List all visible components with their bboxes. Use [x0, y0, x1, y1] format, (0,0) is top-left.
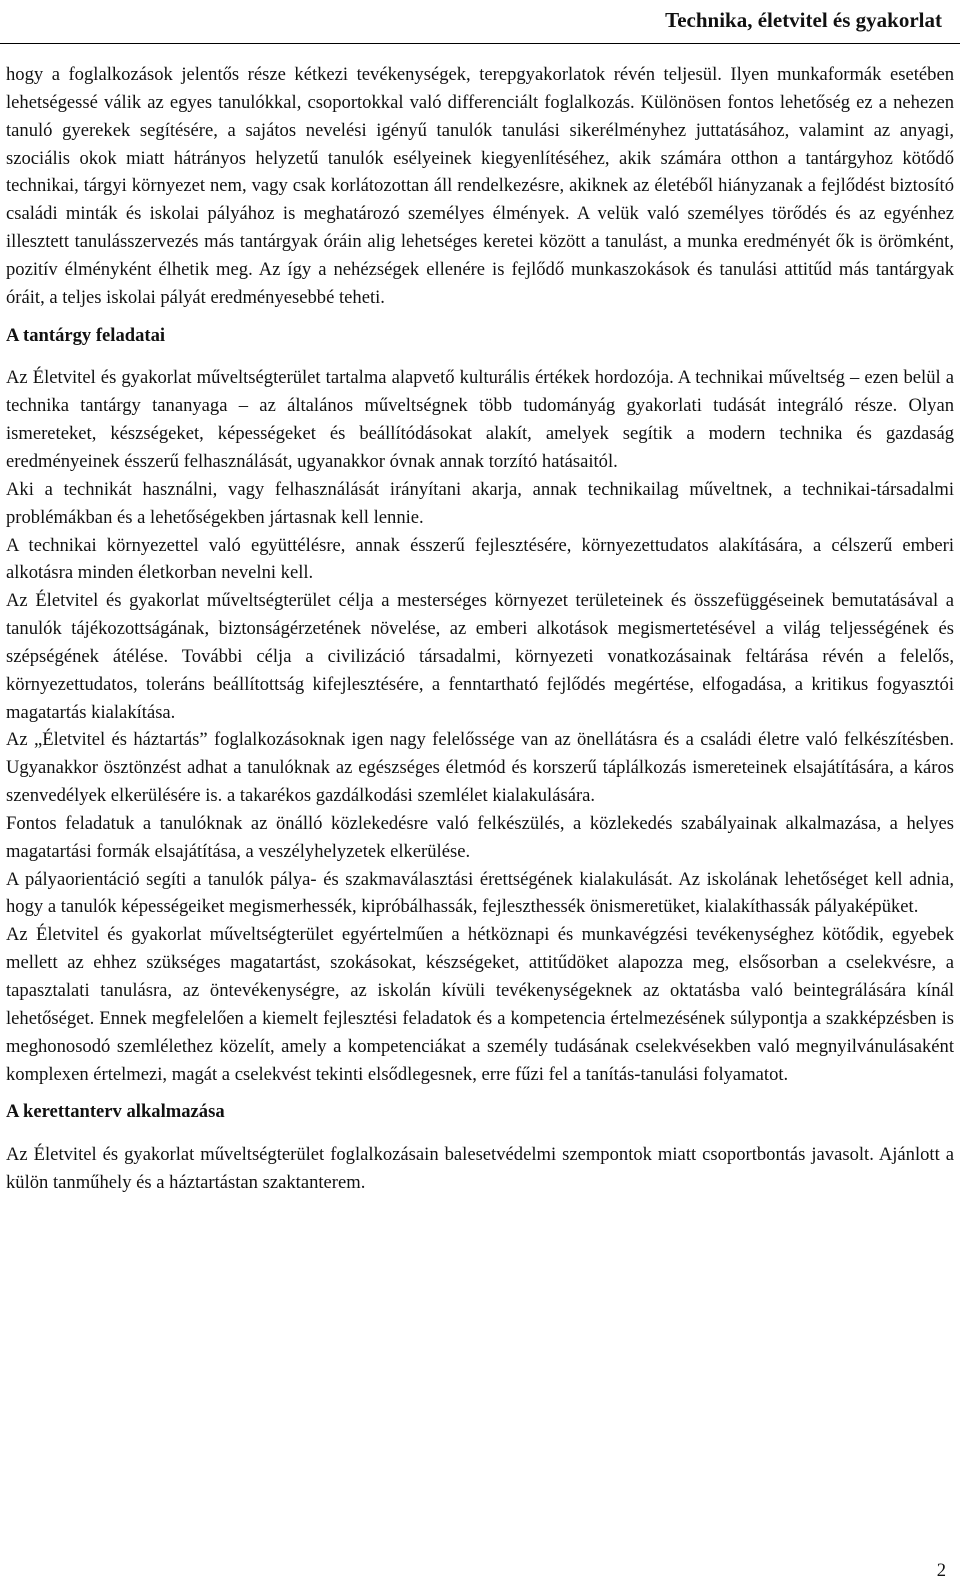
running-header-title: Technika, életvitel és gyakorlat [665, 8, 942, 32]
body-paragraph: Fontos feladatuk a tanulóknak az önálló közlekedésre való felkészülés, a közlekedés szabályainak alkalmazása, a helyes magatartási formák elsajátítása, a veszélyhelyzetek elkerülése. [6, 812, 954, 862]
body-paragraph: Az Életvitel és gyakorlat műveltségterület tartalma alapvető kulturális értékek hordozója. A technikai műveltség – ezen belül a technika tantárgy tananyaga – az általános műveltségnek több tudományág gyakorlati tudását integráló része. Olyan ismereteket, készségeket, képességeket és beállítódásokat alakít, amelyek segítik a modern technika és gazdaság eredményeinek ésszerű felhasználását, ugyanakkor óvnak annak torzító hatásaitól. [6, 367, 954, 472]
body-paragraph: Aki a technikát használni, vagy felhasználását irányítani akarja, annak technikailag műveltnek, a technikai-társadalmi problémákban és a lehetőségekben jártasnak kell lennie. [6, 478, 954, 528]
body-paragraph: A technikai környezettel való együttélésre, annak ésszerű fejlesztésére, környezettudatos alakítására, a célszerű emberi alkotásra minden életkorban nevelni kell. [6, 534, 954, 584]
document-body [6, 61, 954, 1197]
page-number: 2 [936, 1560, 946, 1581]
header-rule [0, 43, 960, 44]
body-paragraph: Az „Életvitel és háztartás” foglalkozásoknak igen nagy felelőssége van az önellátásra és a családi életre való felkészítésben. Ugyanakkor ösztönzést adhat a tanulóknak az egészséges életmód és korszerű táplálkozás ismereteinek elsajátítására, a káros szenvedélyek elkerülésére is. a takarékos gazdálkodási szemlélet kialakulására. [6, 729, 954, 807]
body-paragraph: Az Életvitel és gyakorlat műveltségterület célja a mesterséges környezet területeinek és összefüggéseinek bemutatásával a tanulók tájékozottságának, biztonságérzetének növelése, az emberi alkotások megismertetésével a világ teljességének és szépségének átélése. További célja a civilizáció társadalmi, környezeti vonatkozásainak feltárása révén a felelős, környezettudatos, toleráns beállítottság kifejlesztésére, a fenntartható fejlődés megértése, elfogadása, a kritikus fogyasztói magatartás kialakítása. [6, 590, 954, 723]
body-paragraph: Az Életvitel és gyakorlat műveltségterület foglalkozásain balesetvédelmi szempontok miatt csoportbontás javasolt. Ajánlott a külön tanműhely és a háztartástan szaktanterem. [6, 1144, 954, 1194]
body-paragraph: hogy a foglalkozások jelentős része kétkezi tevékenységek, terepgyakorlatok révén teljesül. Ilyen munkaformák esetében lehetségessé válik az egyes tanulókkal, csoportokkal való differenciált foglalkozás. Különösen fontos lehetőség ez a nehezen tanuló gyerekek segítésére, a sajátos nevelési igényű tanulók tanulási sikerélményhez juttatásához, valamint az anyagi, szociális okok miatt hátrányos helyzetű tanulók esélyeinek kiegyenlítéséhez, akik számára otthon a tantárgyhoz kötődő technikai, tárgyi környezet nem, vagy csak korlátozottan áll rendelkezésre, akiknek az életéből hiányzanak a fejlődést biztosító családi minták és iskolai pályához is meghatározó személyes élmények. A velük való személyes törődés és az egyénhez illesztett tanulásszervezés más tantárgyak óráin alig lehetséges keretei között a tanulást, a munka eredményét ők is örömként, pozitív élményként élhetik meg. Az így a nehézségek ellenére is fejlődő munkaszokások és tanulási attitűd más tantárgyak óráit, a teljes iskolai pályát eredményesebbé teheti. [6, 64, 954, 308]
body-paragraph: A pályaorientáció segíti a tanulók pálya- és szakmaválasztási érettségének kialakulását. Az iskolának lehetőséget kell adnia, hogy a tanulók képességeiket megismerhessék, kipróbálhassák, fejleszthessék önismeretüket, kialakíthassák pályaképüket. [6, 868, 954, 918]
section-heading-subject-tasks: A tantárgy feladatai [6, 324, 166, 346]
section-heading-framework-usage: A kerettanterv alkalmazása [6, 1101, 225, 1123]
body-paragraph: Az Életvitel és gyakorlat műveltségterület egyértelműen a hétköznapi és munkavégzési tevékenységhez kötődik, egyebek mellett az ehhez szükséges magatartást, szokásokat, készségeket, attitűdöket alapozza meg, elsősorban a cselekvésre, a tapasztalati tanulásra, az öntevékenységre, az iskolán kívüli tevékenységeknek az oktatásba való beintegrálására kínál lehetőséget. Ennek megfelelően a kiemelt fejlesztési feladatok és a kompetencia értelmezésének súlypontja a szakképzésben is meghonosodó szemlélethez közelít, amely a kompetenciákat a személy tudásának cselekvésekben való megnyilvánulásaként komplexen értelmezi, magát a cselekvést tekinti elsődlegesnek, erre fűzi fel a tanítás-tanulási folyamatot. [6, 924, 954, 1085]
